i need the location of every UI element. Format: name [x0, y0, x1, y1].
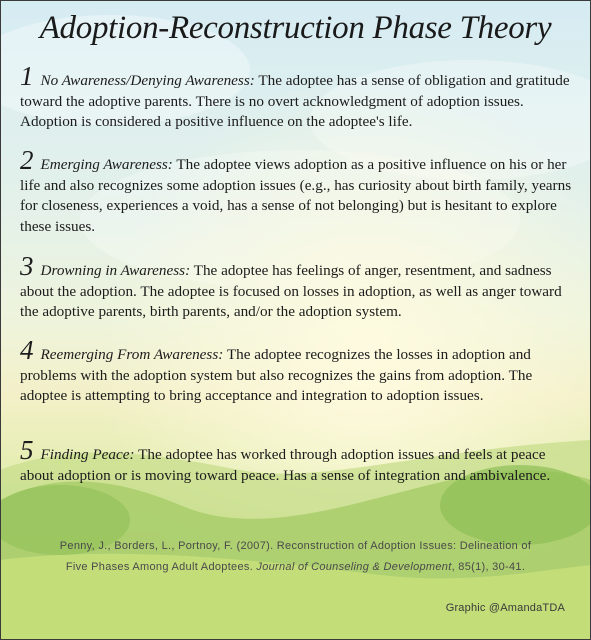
phase-name: Finding Peace:	[40, 446, 135, 463]
phase-description: The adoptee recognizes the losses in adoption and problems with the adoption system but also recognizes the gains from adoption. The adoptee is attempting to bring acceptance and integration to adoption issues.	[20, 346, 533, 404]
citation-line-2	[0, 557, 591, 578]
phase-4	[20, 335, 576, 407]
phase-5	[20, 435, 576, 486]
citation-journal: Journal of Counseling & Development	[256, 561, 452, 573]
phase-name: Emerging Awareness:	[40, 156, 173, 173]
phase-number: 5	[20, 435, 34, 465]
citation-volume: , 85(1), 30-41.	[451, 561, 526, 573]
citation	[0, 536, 591, 578]
phase-name: Drowning in Awareness:	[40, 262, 191, 279]
phase-number: 1	[20, 61, 34, 91]
page-title: Adoption-Reconstruction Phase Theory	[39, 10, 552, 46]
phase-description: The adoptee has a sense of obligation and gratitude toward the adoptive parents. There is no overt acknowledgment of adoption issues. Adoption is considered a positive influence on the adoptee's life.	[20, 72, 570, 130]
graphic-credit: Graphic @AmandaTDA	[445, 602, 565, 614]
citation-line-1: Penny, J., Borders, L., Portnoy, F. (2007). Reconstruction of Adoption Issues: Delineation of	[59, 540, 532, 552]
phase-description: The adoptee has worked through adoption issues and feels at peace about adoption or is moving toward peace. Has a sense of integration and ambivalence.	[20, 446, 551, 484]
phase-number: 2	[20, 145, 34, 175]
phase-2	[20, 145, 576, 237]
phase-description: The adoptee views adoption as a positive influence on his or her life and also recognizes some adoption issues (e.g., has curiosity about birth family, yearns for closeness, experiences a void, has a sense of not belonging) but is hesitant to explore these issues.	[20, 156, 572, 235]
phase-name: Reemerging From Awareness:	[40, 346, 224, 363]
phase-3	[20, 251, 576, 323]
citation-authors-tail: Five Phases Among Adult Adoptees.	[65, 561, 257, 573]
phase-description: The adoptee has feelings of anger, resentment, and sadness about the adoption. The adoptee is focused on losses in adoption, as well as anger toward the adoptive parents, birth parents, and/or the adoption system.	[20, 262, 562, 320]
phase-number: 3	[20, 251, 34, 281]
phase-1	[20, 61, 576, 133]
phase-name: No Awareness/Denying Awareness:	[40, 72, 255, 89]
phase-number: 4	[20, 335, 34, 365]
